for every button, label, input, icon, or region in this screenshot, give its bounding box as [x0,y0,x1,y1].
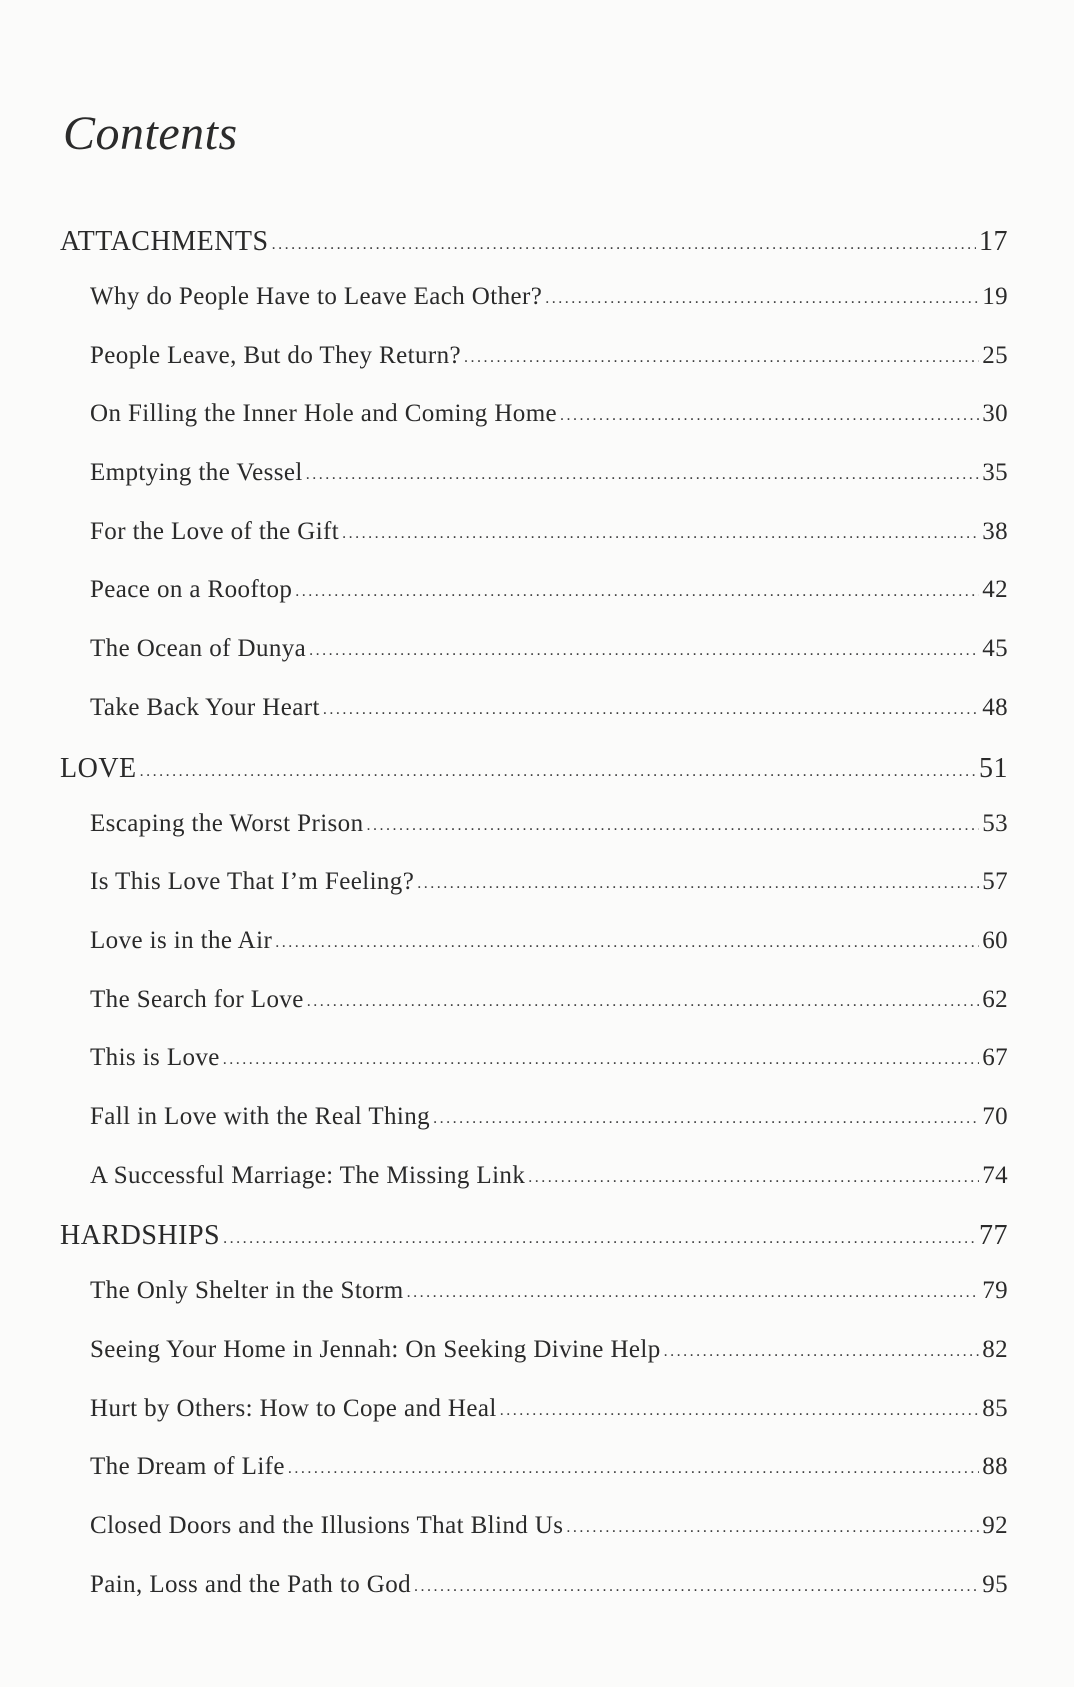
entry-page-number: 42 [982,576,1008,604]
toc-entry[interactable] [90,868,1008,927]
section-page-number: 17 [979,226,1008,257]
entry-page-number: 48 [982,693,1008,721]
entry-page-number: 70 [982,1102,1008,1130]
entry-title: Peace on a Rooftop [90,576,293,604]
entry-page-number: 82 [982,1336,1008,1363]
entry-title: Hurt by Others: How to Cope and Heal [90,1394,497,1422]
toc-entry[interactable] [90,518,1008,577]
dot-leader [417,875,979,893]
entry-page-number: 62 [982,985,1008,1013]
entry-title: Pain, Loss and the Path to God [90,1570,412,1598]
entry-title: Love is in the Air [90,926,273,954]
entry-title: The Dream of Life [90,1453,285,1481]
toc-section-heading[interactable] [60,226,1008,283]
toc-entry[interactable] [90,927,1008,986]
entry-title: This is Love [90,1044,220,1072]
toc-entry[interactable] [90,400,1008,459]
entry-page-number: 67 [982,1044,1008,1072]
entry-title: Is This Love That I’m Feeling? [90,868,415,896]
entry-page-number: 38 [982,517,1008,545]
section-title: ATTACHMENTS [60,226,269,257]
toc-entry[interactable] [90,1044,1008,1103]
dot-leader [528,1169,979,1187]
dot-leader [342,525,979,543]
dot-leader [275,934,979,952]
section-page-number: 51 [979,752,1008,784]
dot-leader [664,1343,980,1361]
dot-leader [140,763,976,781]
entry-title: Escaping the Worst Prison [90,809,364,837]
toc-section-heading[interactable] [60,1220,1008,1277]
dot-leader [560,407,979,425]
entry-title: People Leave, But do They Return? [90,341,461,369]
toc-entry[interactable] [90,810,1008,869]
entry-title: Why do People Have to Leave Each Other? [90,283,543,310]
entry-page-number: 60 [982,926,1008,954]
page-title: Contents [63,107,238,160]
entry-title: Closed Doors and the Illusions That Blind Us [90,1512,564,1540]
toc-entry[interactable] [90,576,1008,635]
entry-title: On Filling the Inner Hole and Coming Home [90,400,558,428]
entry-page-number: 92 [982,1512,1008,1540]
entry-page-number: 25 [982,341,1008,369]
toc-entry[interactable] [90,1395,1008,1454]
toc-entry[interactable] [90,1453,1008,1512]
toc-entry[interactable] [90,1277,1008,1336]
toc-section-heading[interactable] [60,753,1008,810]
dot-leader [306,466,980,484]
entry-title: Fall in Love with the Real Thing [90,1102,431,1130]
dot-leader [414,1578,979,1596]
entry-title: The Ocean of Dunya [90,635,307,663]
entry-page-number: 74 [982,1161,1008,1189]
entry-title: Emptying the Vessel [90,459,303,487]
dot-leader [545,290,979,308]
entry-page-number: 19 [982,283,1008,310]
dot-leader [366,817,979,835]
dot-leader [433,1110,979,1128]
toc-entry[interactable] [90,1571,1008,1630]
dot-leader [307,993,979,1011]
entry-page-number: 57 [982,868,1008,896]
entry-page-number: 88 [982,1453,1008,1481]
section-title: LOVE [60,752,137,784]
toc-entry[interactable] [90,1512,1008,1571]
toc-entry[interactable] [90,694,1008,753]
toc-entry[interactable] [90,283,1008,342]
dot-leader [309,642,979,660]
entry-page-number: 35 [982,459,1008,487]
dot-leader [323,701,979,719]
entry-page-number: 30 [982,400,1008,428]
toc-entry[interactable] [90,1336,1008,1395]
dot-leader [566,1519,979,1537]
entry-page-number: 45 [982,635,1008,663]
toc-entry[interactable] [90,986,1008,1045]
entry-page-number: 85 [982,1394,1008,1422]
toc-entry[interactable] [90,459,1008,518]
section-page-number: 77 [979,1220,1008,1252]
entry-title: For the Love of the Gift [90,517,340,545]
dot-leader [272,236,976,254]
dot-leader [223,1051,979,1069]
entry-page-number: 95 [982,1570,1008,1598]
dot-leader [464,349,979,367]
toc-entry[interactable] [90,1103,1008,1162]
toc-entry[interactable] [90,342,1008,401]
table-of-contents [60,226,1008,1629]
toc-entry[interactable] [90,635,1008,694]
section-title: HARDSHIPS [60,1220,221,1252]
entry-title: Seeing Your Home in Jennah: On Seeking Divine Help [90,1336,661,1363]
entry-page-number: 79 [982,1277,1008,1305]
dot-leader [407,1284,980,1302]
entry-title: The Search for Love [90,985,304,1013]
entry-title: Take Back Your Heart [90,693,320,721]
entry-page-number: 53 [982,809,1008,837]
dot-leader [288,1460,979,1478]
dot-leader [223,1230,976,1248]
toc-entry[interactable] [90,1162,1008,1221]
dot-leader [500,1402,980,1420]
entry-title: A Successful Marriage: The Missing Link [90,1161,526,1189]
dot-leader [295,583,979,601]
entry-title: The Only Shelter in the Storm [90,1277,404,1305]
